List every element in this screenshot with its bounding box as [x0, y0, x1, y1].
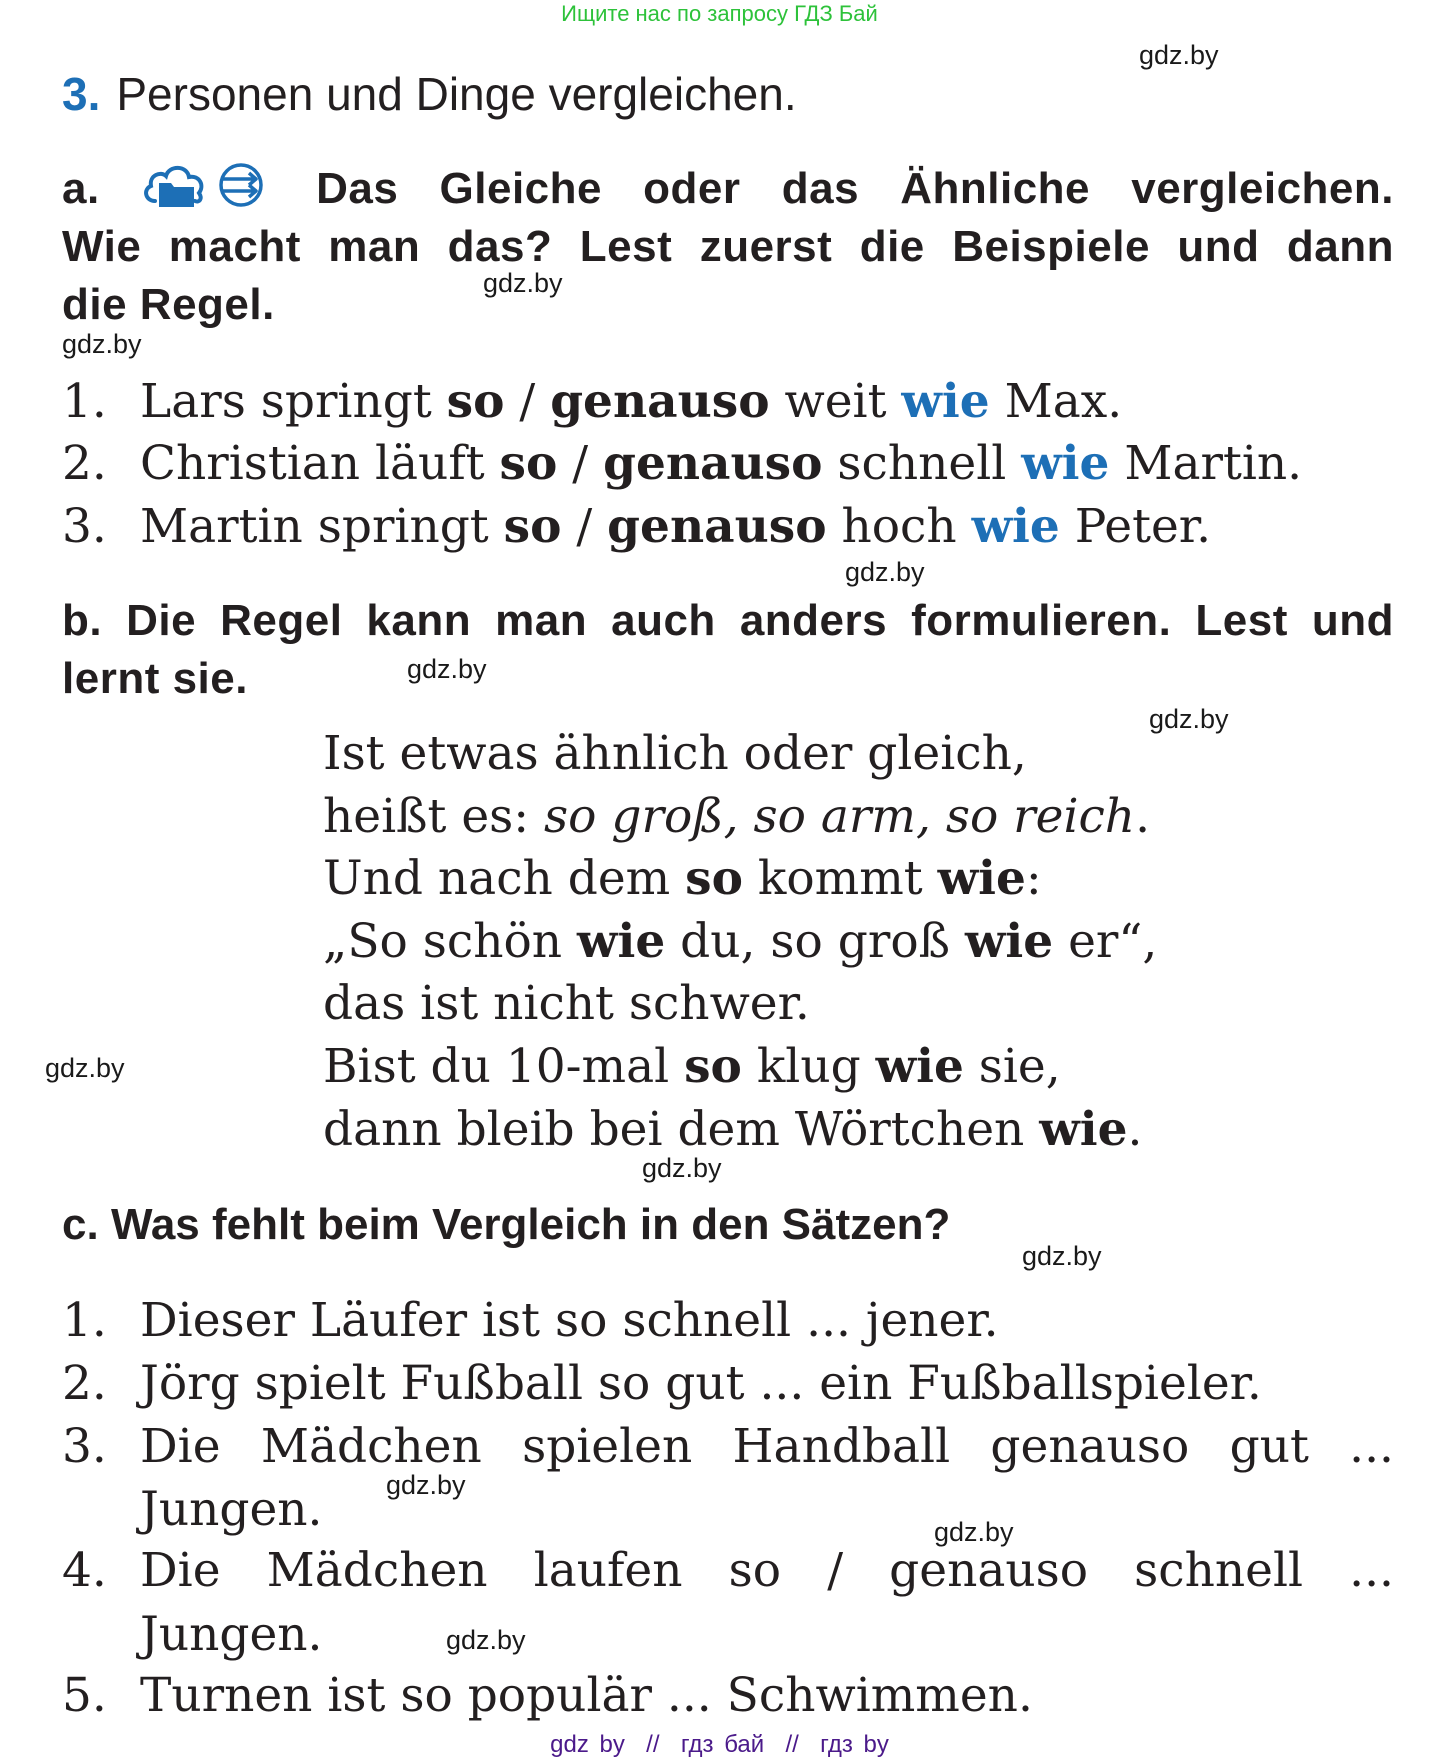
- watermark: gdz.by: [62, 329, 142, 359]
- poem-line: heißt es: so groß, so arm, so reich.: [323, 789, 1151, 844]
- part-a-instruction-text: Das Gleiche oder das Ähnliche vergleichen.: [316, 164, 1394, 213]
- part-c-instruction: c. Was fehlt beim Vergleich in den Sätzen?: [62, 1200, 951, 1249]
- watermark: gdz.by: [642, 1153, 722, 1183]
- part-a-instruction-line-3: die Regel.: [62, 280, 275, 329]
- part-a-instruction-line-1: [62, 160, 1394, 224]
- highlight-wie: wie: [971, 499, 1060, 554]
- part-b-instruction-line-2: lernt sie.: [62, 654, 248, 703]
- part-b-label: b.: [62, 596, 103, 645]
- top-banner: Ищите нас по запросу ГДЗ Бай: [561, 1, 878, 26]
- poem-line: das ist nicht schwer.: [323, 976, 810, 1031]
- watermark: gdz.by: [845, 557, 925, 587]
- watermark: gdz.by: [446, 1625, 526, 1655]
- exercise-item-continuation: Jungen.: [140, 1482, 323, 1537]
- watermark: gdz.by: [45, 1053, 125, 1083]
- exercise-item-continuation: Jungen.: [140, 1607, 323, 1662]
- exercise-item: 1. Dieser Läufer ist so schnell ... jener.: [62, 1293, 999, 1348]
- poem-line: Bist du 10-mal so klug wie sie,: [323, 1039, 1061, 1094]
- exercise-item: 4. Die Mädchen laufen so / genauso schnell ...: [62, 1543, 1394, 1598]
- cloud-folder-icon: [141, 161, 207, 224]
- part-b-instruction-line-1: b. Die Regel kann man auch anders formulieren. Lest und: [62, 596, 1394, 645]
- watermark: gdz.by: [386, 1470, 466, 1500]
- exercise-item: 5. Turnen ist so populär ... Schwimmen.: [62, 1668, 1033, 1723]
- exercise-number: 3.: [62, 68, 101, 120]
- exercise-heading: [62, 66, 797, 122]
- watermark: gdz.by: [407, 654, 487, 684]
- poem-line: „So schön wie du, so groß wie er“,: [323, 914, 1158, 969]
- poem-line: Und nach dem so kommt wie:: [323, 851, 1042, 906]
- watermark: gdz.by: [1022, 1241, 1102, 1271]
- example-sentence: 1. Lars springt so / genauso weit wie Max.: [62, 374, 1123, 429]
- watermark: gdz.by: [483, 268, 563, 298]
- part-c-label: c.: [62, 1200, 99, 1249]
- poem-line: Ist etwas ähnlich oder gleich,: [323, 726, 1027, 781]
- footer-watermark: gdz by // гдз бай // гдз by: [550, 1731, 889, 1758]
- part-a-instruction-line-2: Wie macht man das? Lest zuerst die Beispiele und dann: [62, 222, 1394, 271]
- poem-line: dann bleib bei dem Wörtchen wie.: [323, 1102, 1143, 1157]
- example-sentence: 2. Christian läuft so / genauso schnell wie Martin.: [62, 436, 1303, 491]
- highlight-wie: wie: [901, 374, 990, 429]
- watermark: gdz.by: [1139, 40, 1219, 70]
- arrows-circle-icon: [217, 161, 265, 224]
- exercise-item: 3. Die Mädchen spielen Handball genauso gut ...: [62, 1419, 1394, 1474]
- watermark: gdz.by: [934, 1517, 1014, 1547]
- part-a-label: a.: [62, 164, 100, 213]
- exercise-item: 2. Jörg spielt Fußball so gut ... ein Fußballspieler.: [62, 1356, 1262, 1411]
- exercise-title: Personen und Dinge vergleichen.: [116, 68, 797, 120]
- highlight-wie: wie: [1021, 436, 1110, 491]
- watermark: gdz.by: [1149, 704, 1229, 734]
- example-sentence: 3. Martin springt so / genauso hoch wie Peter.: [62, 499, 1212, 554]
